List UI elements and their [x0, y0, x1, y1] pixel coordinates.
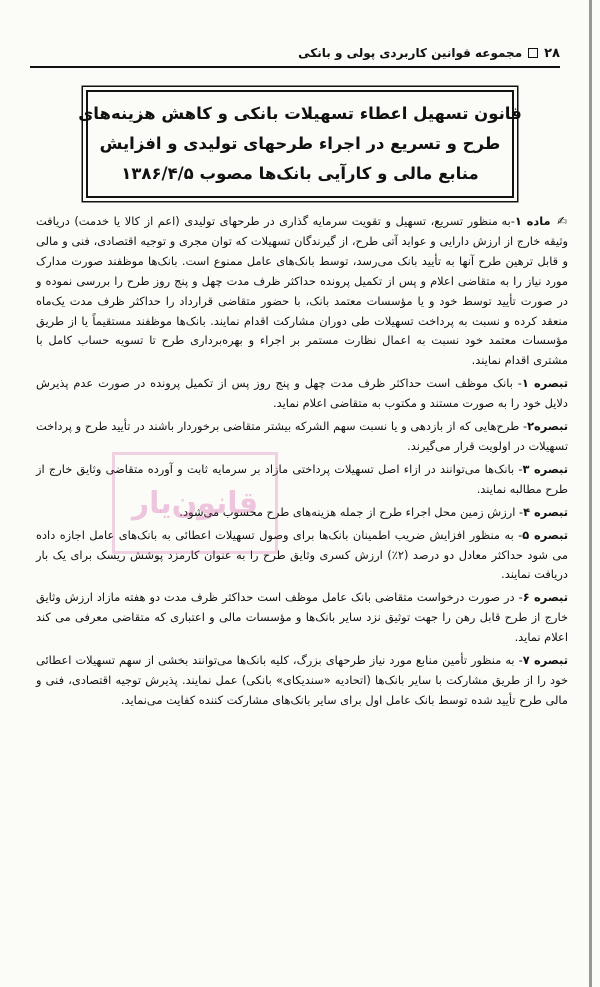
law-title-line-2: طرح و تسریع در اجراء طرحهای تولیدی و افزایش: [99, 134, 501, 153]
note-6: [36, 588, 568, 648]
article-label: ماده ۱: [514, 214, 551, 228]
page-binding-edge: [589, 0, 592, 987]
article-text: -به منظور تسریع، تسهیل و تقویت سرمایه گذاری در طرحهای تولیدی (اعم از کالا یا خدمت) دریافت وثیقه خارج از ارزش دارایی و عواید آتی طرح، از گیرندگان تسهیلات که توان مجری و توجیه اقتصادی، فنی و مالی و قابل ترهین طرح آنها به تأیید بانک می‌رسد، توسط بانک‌های عامل ممنوع است. بانک‌ها موظفند صورت مدارک مورد نیاز را به متقاضی اعلام و پس از تکمیل پرونده حداکثر ظرف مدت چهل و پنج روز طرح را بررسی نموده و در صورت تأیید توسط خود و یا مؤسسات معتمد بانک، با حضور متقاضی قرارداد را حداکثر ظرف مدت یک‌ماه منعقد کرده و نسبت به پرداخت تسهیلات طی دوران مشارکت اقدام نمایند. بانک‌ها موظفند مستقیماً یا از طریق مؤسسات معتمد خود نسبت به اعمال نظارت مستمر بر اجراء و بهره‌برداری طرح تا تسویه حساب کامل با مشتری اقدام نمایند.: [36, 214, 568, 368]
pen-icon: ✍: [557, 214, 569, 228]
law-title-line-3: منابع مالی و کارآیی بانک‌ها مصوب ۱۳۸۶/۴/۵: [121, 164, 479, 183]
law-title-line-1: قانون تسهیل اعطاء تسهیلات بانکی و کاهش هزینه‌های: [78, 104, 522, 123]
note-2: [36, 417, 568, 457]
note-text: - طرح‌هایی که از بازدهی و یا نسبت سهم الشرکه بیشتر متقاضی برخوردار باشند در تأیید طرح و پرداخت تسهیلات در اولویت قرار می‌گیرند.: [36, 419, 568, 453]
square-bullet-icon: [528, 48, 538, 58]
article-1: [36, 212, 568, 371]
note-label: تبصره ۷: [522, 653, 568, 668]
note-label: تبصره۲: [527, 419, 568, 434]
note-7: [36, 651, 568, 711]
note-text: - در صورت درخواست متقاضی بانک عامل موظف است حداکثر ظرف مدت دو هفته مازاد ارزش وثایق خارج از طرح قابل رهن را جهت توثیق نزد سایر بانک‌ها و مؤسسات مالی و اعتباری که متقاضی معرفی می کند اعلام نماید.: [36, 590, 568, 645]
running-header: [30, 40, 560, 68]
watermark-text: قانون‌یار: [131, 485, 259, 521]
note-text: - به منظور افزایش ضریب اطمینان بانک‌ها برای وصول تسهیلات اعطائی به بانک‌های عامل اجازه داده می شود حداکثر معادل دو درصد (۲٪) ارزش کسری وثایق طرح را به عنوان کارمزد پوشش ریسک برای یک بار دریافت نمایند.: [36, 527, 568, 582]
note-1: [36, 374, 568, 414]
note-text: - ارزش زمین محل اجراء طرح از جمله هزینه‌های طرح محسوب می‌شود.: [179, 504, 524, 519]
page-number: ۲۸: [544, 45, 560, 61]
note-label: تبصره ۳: [522, 461, 568, 476]
note-label: تبصره ۶: [522, 590, 568, 605]
publisher-watermark: [112, 452, 278, 554]
note-text: - بانک‌ها می‌توانند در ازاء اصل تسهیلات پرداختی مازاد بر سرمایه ثابت و آورده متقاضی وثایق خارج از طرح مطالبه نمایند.: [36, 461, 568, 496]
book-title: مجموعه قوانین کاربردی پولی و بانکی: [298, 46, 523, 60]
law-title-box: [78, 90, 522, 198]
note-text: - بانک موظف است حداکثر ظرف مدت چهل و پنج روز پس از تکمیل پرونده در صورت عدم پذیرش دلایل خود را به صورت مستند و مکتوب به متقاضی اعلام نماید.: [36, 376, 568, 411]
note-label: تبصره ۴: [523, 504, 568, 519]
note-label: تبصره ۵: [522, 527, 568, 542]
note-label: تبصره ۱: [521, 376, 568, 391]
note-text: - به منظور تأمین منابع مورد نیاز طرحهای بزرگ، کلیه بانک‌ها می‌توانند بخشی از سهم تسهیلات اعطائی خود را از طریق مشارکت با سایر بانک‌ها (اتحادیه «سندیکای» بانکی) عمل نمایند. پذیرش توجیه اقتصادی، فنی و مالی طرح تأیید شده توسط بانک عامل اول برای سایر بانک‌های مشارکت کننده کفایت می‌نماید.: [36, 653, 568, 707]
